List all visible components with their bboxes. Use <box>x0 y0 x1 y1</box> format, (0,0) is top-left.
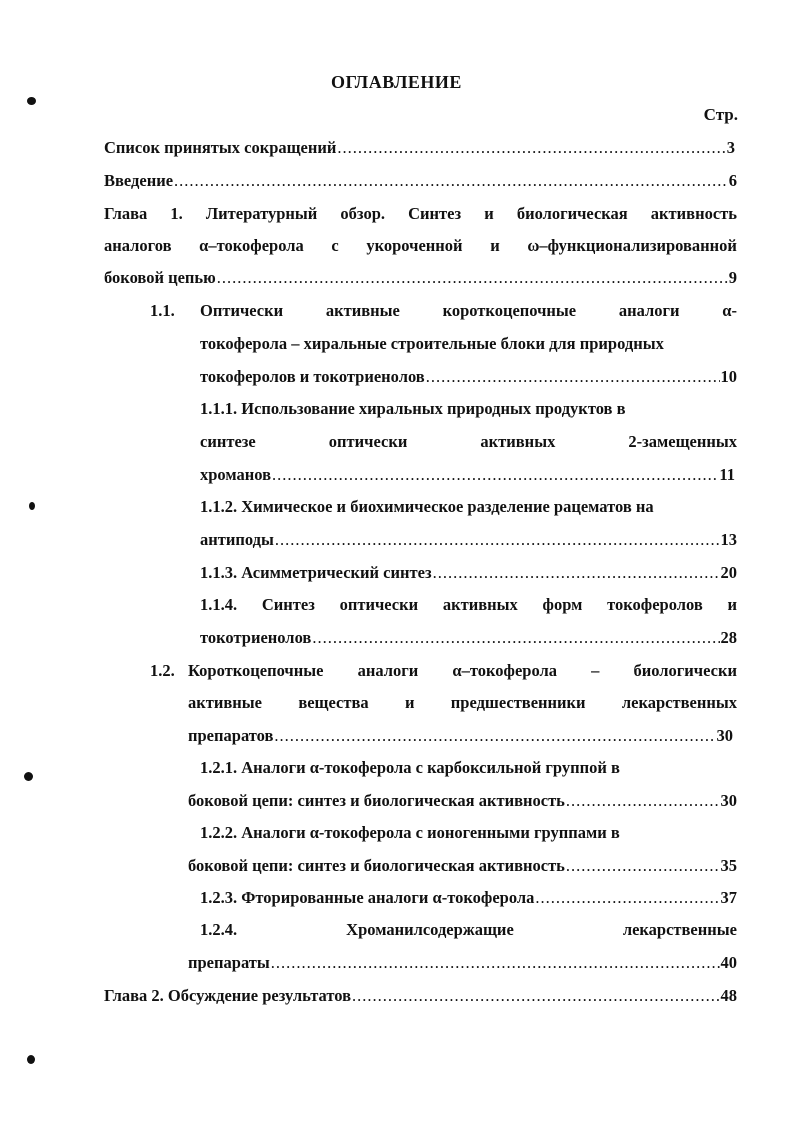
word: Синтез <box>261 595 315 614</box>
page-column-label: Стр. <box>703 105 738 124</box>
toc-entry-1-1-4-line2 <box>200 628 737 648</box>
word: Оптически <box>200 301 284 320</box>
toc-entry-1-1-1-line2 <box>200 432 737 452</box>
toc-entry-chapter1-line3 <box>104 268 737 288</box>
toc-entry-text: токотриенолов <box>200 628 312 647</box>
toc-entry-1-2-2-line2 <box>188 856 737 876</box>
word: – <box>591 661 600 680</box>
toc-page-number: 28 <box>720 628 737 647</box>
toc-entry-1-1-1-line3 <box>200 465 735 485</box>
toc-entry-1-1-4-line1[interactable] <box>200 595 737 615</box>
toc-entry-1-2-line1[interactable] <box>188 661 737 681</box>
word: ω–функционализированной <box>527 236 737 255</box>
toc-page-number: 13 <box>720 530 737 549</box>
word: токоферолов <box>607 595 703 614</box>
toc-page-number: 48 <box>720 986 737 1005</box>
word: синтезе <box>200 432 256 451</box>
word: биологическая <box>516 204 628 223</box>
toc-section-number: 1.2. <box>150 661 175 680</box>
toc-page-number: 10 <box>720 367 737 386</box>
toc-page-number: 20 <box>720 563 737 582</box>
word: укороченной <box>366 236 463 255</box>
toc-section-number: 1.1. <box>150 301 175 320</box>
toc-entry-1-1-line3 <box>200 367 737 387</box>
word: 1.1.4. <box>200 595 238 614</box>
scan-speck <box>24 772 33 781</box>
word: α–токоферола <box>452 661 557 680</box>
toc-entry-text: 1.1.3. Асимметрический синтез <box>200 563 432 582</box>
word: оптически <box>328 432 408 451</box>
toc-entry-1-2-4-line2 <box>188 953 737 973</box>
toc-entry-text: Глава 2. Обсуждение результатов <box>104 986 351 1005</box>
word: Литературный <box>205 204 318 223</box>
word: вещества <box>298 693 369 712</box>
toc-page-number: 6 <box>728 171 737 190</box>
word: α–токоферола <box>199 236 304 255</box>
toc-entry-text: боковой цепи: синтез и биологическая активность <box>188 791 565 810</box>
dot-leader <box>566 791 720 811</box>
toc-page-number: 37 <box>720 888 737 907</box>
word: активность <box>650 204 737 223</box>
toc-entry-text: хроманов <box>200 465 271 484</box>
dot-leader <box>312 628 719 648</box>
toc-entry-text: препараты <box>188 953 270 972</box>
toc-entry-text: боковой цепью <box>104 268 216 287</box>
word: 1.2.4. <box>200 920 238 939</box>
toc-entry-introduction[interactable] <box>104 171 737 191</box>
toc-page-number: 9 <box>728 268 737 287</box>
dot-leader <box>274 726 715 746</box>
toc-entry-text: 1.2.3. Фторированные аналоги α-токоферола <box>200 888 535 907</box>
toc-entry-1-2-3[interactable] <box>200 888 737 908</box>
toc-entry-text: антиподы <box>200 530 274 549</box>
toc-entry-chapter1-line2 <box>104 236 737 256</box>
word: аналоги <box>618 301 680 320</box>
word: активных <box>480 432 556 451</box>
word: предшественники <box>450 693 586 712</box>
toc-entry-1-1-2-line2 <box>200 530 737 550</box>
word: форм <box>542 595 583 614</box>
toc-entry-1-2-1-line2 <box>188 791 737 811</box>
toc-entry-1-1-1-line1[interactable]: 1.1.1. Использование хиральных природных продуктов в <box>200 399 626 418</box>
toc-page-number: 40 <box>720 953 737 972</box>
toc-entry-1-2-2-line1[interactable]: 1.2.2. Аналоги α-токоферола с ионогенными группами в <box>200 823 620 842</box>
toc-page-number: 35 <box>720 856 737 875</box>
dot-leader <box>174 171 728 191</box>
toc-entry-1-2-line2 <box>188 693 737 713</box>
dot-leader <box>535 888 719 908</box>
word: активные <box>325 301 400 320</box>
word: короткоцепочные <box>442 301 577 320</box>
toc-page-number: 30 <box>720 791 737 810</box>
toc-entry-text: Список принятых сокращений <box>104 138 337 157</box>
toc-page-number: 3 <box>726 138 735 157</box>
toc-entry-abbreviations[interactable] <box>104 138 735 158</box>
word: и <box>490 236 500 255</box>
word: активные <box>188 693 262 712</box>
word: Глава <box>104 204 148 223</box>
toc-entry-1-2-1-line1[interactable]: 1.2.1. Аналоги α-токоферола с карбоксильной группой в <box>200 758 620 777</box>
scan-speck <box>29 502 35 510</box>
toc-entry-1-1-line1[interactable] <box>200 301 737 321</box>
dot-leader <box>352 986 720 1006</box>
word: активных <box>442 595 518 614</box>
dot-leader <box>217 268 728 288</box>
toc-entry-text: боковой цепи: синтез и биологическая активность <box>188 856 565 875</box>
toc-entry-chapter2[interactable] <box>104 986 737 1006</box>
toc-entry-1-2-line3 <box>188 726 733 746</box>
dot-leader <box>426 367 720 387</box>
word: Синтез <box>408 204 462 223</box>
word: оптически <box>339 595 419 614</box>
word: и <box>727 595 737 614</box>
word: и <box>404 693 415 712</box>
scan-speck <box>27 1055 35 1064</box>
toc-page-number: 30 <box>716 726 733 745</box>
word: лекарственных <box>621 693 737 712</box>
toc-entry-text: препаратов <box>188 726 274 745</box>
word: Хроманилсодержащие <box>346 920 514 939</box>
toc-page-number: 11 <box>719 465 735 484</box>
dot-leader <box>433 563 720 583</box>
toc-entry-1-1-line2: токоферола – хиральные строительные блоки для природных <box>200 334 664 353</box>
toc-entry-text: токоферолов и токотриенолов <box>200 367 425 386</box>
toc-entry-1-1-2-line1[interactable]: 1.1.2. Химическое и биохимическое разделение рацематов на <box>200 497 654 516</box>
page-title: ОГЛАВЛЕНИЕ <box>331 72 462 92</box>
word: лекарственные <box>622 920 737 939</box>
toc-entry-chapter1-line1[interactable] <box>104 204 737 224</box>
word: α- <box>722 301 737 320</box>
word: и <box>484 204 494 223</box>
word: аналоги <box>357 661 419 680</box>
toc-entry-1-1-3[interactable] <box>200 563 737 583</box>
toc-entry-text: Введение <box>104 171 174 190</box>
dot-leader <box>272 465 718 485</box>
word: биологически <box>633 661 737 680</box>
word: аналогов <box>104 236 172 255</box>
word: обзор. <box>340 204 386 223</box>
word: 2-замещенных <box>628 432 737 451</box>
dot-leader <box>337 138 725 158</box>
dot-leader <box>271 953 720 973</box>
word: Короткоцепочные <box>188 661 324 680</box>
dot-leader <box>566 856 720 876</box>
word: 1. <box>170 204 183 223</box>
word: с <box>331 236 339 255</box>
dot-leader <box>275 530 720 550</box>
toc-entry-1-2-4-line1[interactable] <box>200 920 737 940</box>
scan-speck <box>27 97 36 105</box>
